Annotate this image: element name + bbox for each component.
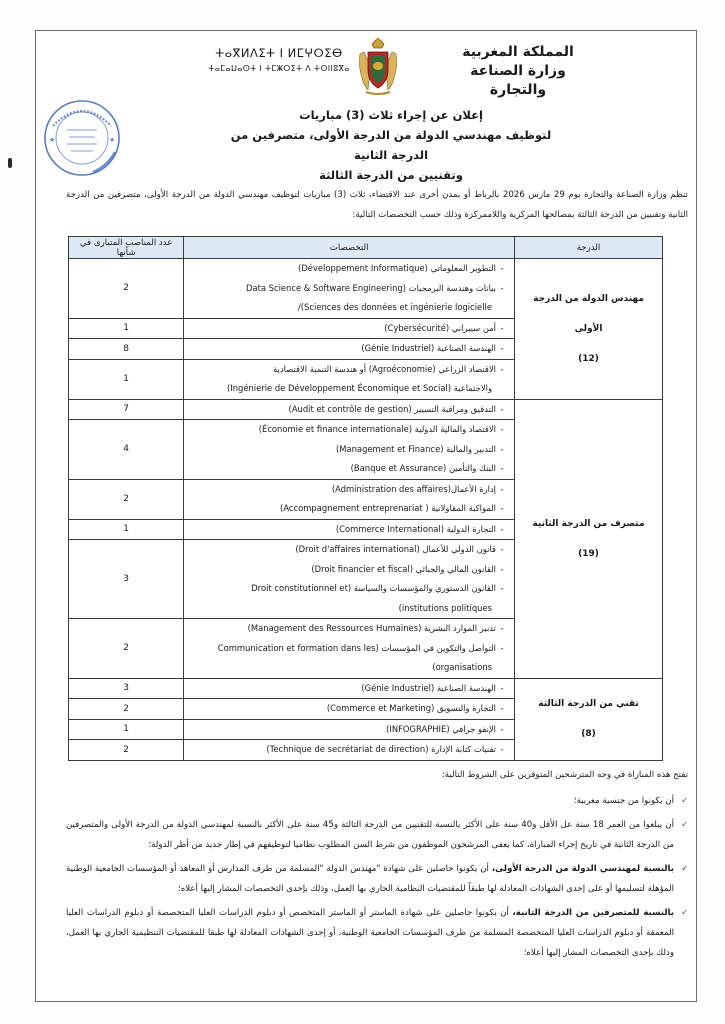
specialty-text: التواصل والتكوين في المؤسسات (Communication et formation dans les xyxy=(217,642,497,653)
specialty-line xyxy=(190,679,508,699)
bullet-dash: - xyxy=(500,322,504,333)
grade-cell xyxy=(515,259,663,400)
positions-count: 2 xyxy=(69,619,184,679)
bullet-dash: - xyxy=(500,563,504,574)
positions-count: 2 xyxy=(69,740,184,761)
ministry-name-tifinagh: ⵜⴰⵎⴰⵡⴰⵙⵜ ⵏ ⵜⵎⵥⵔⵉⵜ ⴷ ⵜⵙⵏⵏⵓⴳⴰ xyxy=(208,64,350,73)
positions-count: 1 xyxy=(69,519,184,540)
bullet-dash: - xyxy=(500,343,504,353)
bullet-dash: - xyxy=(500,503,504,513)
specialty-line xyxy=(190,699,508,719)
specialty-cell xyxy=(184,399,515,420)
specialty-text: والاجتماعية (Ingénierie de Développement Économique et Social) xyxy=(226,383,493,393)
bullet-dash: - xyxy=(500,744,504,754)
specialty-line xyxy=(190,740,508,760)
specialty-line xyxy=(190,540,508,560)
bullet-dash: - xyxy=(500,424,504,434)
specialties-table xyxy=(68,236,663,761)
specialty-line xyxy=(190,619,508,639)
condition-item xyxy=(66,859,688,899)
specialty-text: القانون الدستوري والمؤسسات والسياسة (Droit constitutionnel et xyxy=(251,583,497,593)
specialty-cell xyxy=(184,339,515,360)
specialty-cell xyxy=(184,259,515,319)
announcement-line-1: إعلان عن إجراء ثلاث (3) مباريات xyxy=(299,108,483,122)
specialty-text: القانون المالي والجبائي (Droit financier et fiscal) xyxy=(311,563,497,574)
specialty-text: Sciences des données et ingénierie logicielle)/ xyxy=(297,302,493,312)
grade-cell xyxy=(515,399,663,678)
specialty-cell xyxy=(184,359,515,399)
condition-item xyxy=(66,791,688,811)
grade-total: (12) xyxy=(578,353,599,364)
bullet-dash: - xyxy=(500,282,504,293)
letterhead-arabic xyxy=(448,43,588,100)
bullet-dash: - xyxy=(500,544,504,554)
specialty-line xyxy=(190,400,508,420)
header-grade: الدرجة xyxy=(515,237,663,259)
positions-count: 3 xyxy=(69,540,184,619)
condition-heading: بالنسبة لمهندسي الدولة من الدرجة الأولى، xyxy=(491,864,674,874)
specialty-cell xyxy=(184,540,515,619)
bullet-dash: - xyxy=(500,703,504,713)
specialty-text: الاقتصاد والمالية الدولية (Économie et finance internationale) xyxy=(258,424,497,434)
positions-count: 2 xyxy=(69,699,184,720)
condition-item xyxy=(66,815,688,855)
specialty-cell xyxy=(184,479,515,519)
specialty-line xyxy=(190,360,508,380)
bullet-dash: - xyxy=(500,623,504,633)
conditions-lead: تفتح هذه المباراة في وجه المترشحين المتوفرين على الشروط التالية: xyxy=(441,770,688,780)
svg-text:★: ★ xyxy=(109,136,116,144)
specialty-line xyxy=(190,319,508,339)
grade-total: (19) xyxy=(578,548,599,559)
specialty-text: المواكبة المقاولاتية ( Accompagnement entreprenariat) xyxy=(280,503,497,513)
specialty-text: التجارة والتسويق (Commerce et Marketing) xyxy=(326,703,497,713)
specialty-text: الإنفو جرافي (INFOGRAPHIE) xyxy=(386,723,497,734)
specialty-line xyxy=(190,720,508,740)
specialty-text: الاقتصاد الزراعي (Agroéconomie) أو هندسة التنمية الاقتصادية xyxy=(273,363,497,374)
header-specialties: التخصصات xyxy=(184,237,515,259)
positions-count: 4 xyxy=(69,420,184,480)
specialty-line xyxy=(190,440,508,460)
table-row xyxy=(69,259,663,319)
bullet-dash: - xyxy=(500,723,504,734)
specialty-text: بيانات وهندسة البرمجيات (Data Science & Software Engineering xyxy=(245,282,497,293)
grade-name: متصرف من الدرجة الثانية xyxy=(532,518,645,529)
checkmark-icon: ✓ xyxy=(681,820,688,829)
specialty-text: التطوير المعلوماتي (Développement Informatique) xyxy=(298,263,497,273)
positions-count: 2 xyxy=(69,479,184,519)
specialty-text: تقنيات كتابة الإدارة (Technique de secrétariat de direction) xyxy=(266,744,497,754)
positions-count: 1 xyxy=(69,719,184,740)
bullet-dash: - xyxy=(500,463,504,473)
bullet-dash: - xyxy=(500,363,504,374)
table-header-row xyxy=(69,237,663,259)
specialty-cell xyxy=(184,619,515,679)
bullet-dash: - xyxy=(500,403,504,414)
positions-count: 1 xyxy=(69,318,184,339)
specialty-text: التدقيق ومراقبة التسيير (Audit et contrôle de gestion) xyxy=(288,403,497,414)
specialty-line xyxy=(190,459,508,479)
specialty-line xyxy=(190,658,508,678)
header-count: عدد المناصب المتبارى في شأنها xyxy=(69,237,184,259)
grade-cell xyxy=(515,678,663,760)
bullet-dash: - xyxy=(500,263,504,273)
royal-coat-of-arms-icon xyxy=(356,36,400,98)
letterhead xyxy=(36,31,696,101)
announcement-line-3: وتقنيين من الدرجة الثالثة xyxy=(319,168,463,182)
bullet-dash: - xyxy=(500,483,504,494)
condition-item xyxy=(66,903,688,963)
document-page xyxy=(35,30,697,1002)
condition-text: أن يكونوا من جنسية مغربية؛ xyxy=(573,796,674,806)
positions-count: 2 xyxy=(69,259,184,319)
kingdom-name-tifinagh: ⵜⴰⴳⵍⴷⵉⵜ ⵏ ⵍⵎⵖⵔⵉⴱ xyxy=(215,46,343,60)
specialty-line xyxy=(190,599,508,619)
bullet-dash: - xyxy=(500,523,504,534)
specialty-text: البنك والتأمين (Banque et Assurance) xyxy=(350,463,497,473)
condition-text: أن يكونوا حاصلين على شهادة الماستر أو الماستر المتخصص أو دبلوم الدراسات العليا المتخصصة أو دبلوم الدراسات العليا المعمقة أو دبلوم الدراسات العليا المتخصصة المسلمة من طرف المؤسسات الجامعية الوطنية، أو إحدى الشهادات المعادلة لها طبقا للمقتضيات التنظيمية الجاري بها العمل، وذلك بإحدى التخصصات المشار إليها أعلاه؛ xyxy=(66,908,674,958)
specialty-cell xyxy=(184,678,515,699)
letterhead-tifinagh xyxy=(204,45,354,77)
specialty-line xyxy=(190,420,508,440)
specialty-text: institutions politiques) xyxy=(398,602,493,613)
condition-heading: بالنسبة للمتصرفين من الدرجة الثانية، xyxy=(512,908,674,918)
specialty-text: التدبير والمالية (Management et Finance) xyxy=(335,443,497,454)
specialty-line xyxy=(190,339,508,359)
announcement-line-2: لتوظيف مهندسي الدولة من الدرجة الأولى، متصرفين من الدرجة الثانية xyxy=(230,128,552,162)
specialty-text: الهندسة الصناعية (Génie Industriel) xyxy=(361,343,497,353)
bullet-dash: - xyxy=(500,642,504,653)
announcement-title xyxy=(226,105,556,185)
condition-text: أن يكونوا حاصلين على شهادة "مهندس الدولة "المسلمة من طرف المدارس أو المعاهد أو المؤسسات الجامعية الوطنية المؤهلة لتسليمها أو على إحدى الشهادات المعادلة لها طبقاً للمقتضيات النظامية الجاري بها العمل، وذلك بإحدى التخصصات المشار إليها أعلاه؛ xyxy=(66,864,674,894)
svg-text:★: ★ xyxy=(49,136,56,144)
specialty-text: قانون الدولي للأعمال (Droit d'affaires international) xyxy=(295,544,497,554)
specialty-text: تدبير الموارد البشرية (Management des Ressources Humaines) xyxy=(247,623,497,633)
grade-total: (8) xyxy=(581,729,596,739)
conditions-list xyxy=(66,791,688,963)
specialty-line xyxy=(190,379,508,399)
bullet-dash: - xyxy=(500,443,504,454)
table-body xyxy=(69,259,663,761)
specialty-text: أمن سيبراني (Cybersécurité) xyxy=(384,322,497,333)
intro-paragraph: تنظم وزارة الصناعة والتجارة يوم 29 مارس 2026 بالرباط أو بمدن أخرى عند الاقتضاء، ثلاث (3) مباريات لتوظيف مهندسي الدولة من الدرجة الأولى، متصرفين من الدرجة الثانية وتقنيين من الدرجة الثالثة بمصالحها المركزية واللاممركزة وذلك حسب التخصصات التالية: xyxy=(66,190,688,220)
bullet-dash: - xyxy=(500,682,504,693)
grade-name: مهندس الدولة من الدرجة الأولى xyxy=(533,293,644,334)
specialty-line xyxy=(190,259,508,279)
checkmark-icon: ✓ xyxy=(681,908,688,917)
kingdom-name-arabic: المملكة المغربية xyxy=(462,44,574,60)
specialty-line xyxy=(190,560,508,580)
specialty-cell xyxy=(184,740,515,761)
checkmark-icon: ✓ xyxy=(681,864,688,873)
specialty-text: الهندسة الصناعية (Génie Industriel) xyxy=(361,682,497,693)
specialty-line xyxy=(190,480,508,500)
specialty-line xyxy=(190,579,508,599)
specialty-cell xyxy=(184,420,515,480)
specialty-cell xyxy=(184,318,515,339)
specialty-line xyxy=(190,499,508,519)
specialty-line xyxy=(190,639,508,659)
specialty-cell xyxy=(184,519,515,540)
table-row xyxy=(69,678,663,699)
conditions-section xyxy=(66,765,688,967)
positions-count: 7 xyxy=(69,399,184,420)
condition-text: أن يبلغوا من العمر 18 سنة عل الأقل و40 سنة على الأكثر بالنسبة للتقنيين من الدرجة الثالثة و45 سنة على الأكثر بالنسبة لمهندسي الدولة من الدرجة الأولى والمتصرفين من الدرجة الثانية في تاريخ إجراء المباراة، كما يعفى المرشحون الموظفون من شرط السن المطلوب نظاميا لتوظيفهم في إطار جديد من أطر الدولة؛ xyxy=(66,820,674,850)
specialty-text: organisations) xyxy=(432,662,493,672)
positions-count: 1 xyxy=(69,359,184,399)
ministry-name-arabic: وزارة الصناعة والتجارة xyxy=(470,63,566,98)
positions-count: 8 xyxy=(69,339,184,360)
positions-count: 3 xyxy=(69,678,184,699)
table-row xyxy=(69,399,663,420)
specialty-line xyxy=(190,298,508,318)
specialty-cell xyxy=(184,719,515,740)
grade-name: تقني من الدرجة الثالثة xyxy=(538,699,639,709)
checkmark-icon: ✓ xyxy=(681,796,688,805)
specialty-line xyxy=(190,520,508,540)
specialty-text: إدارة الأعمال(Administration des affaires) xyxy=(331,483,497,494)
specialty-cell xyxy=(184,699,515,720)
official-stamp-icon xyxy=(41,96,123,184)
bullet-dash: - xyxy=(500,583,504,593)
specialty-text: التجارة الدولية (Commerce International) xyxy=(335,523,497,534)
specialty-line xyxy=(190,279,508,299)
scan-artifact xyxy=(8,158,12,168)
